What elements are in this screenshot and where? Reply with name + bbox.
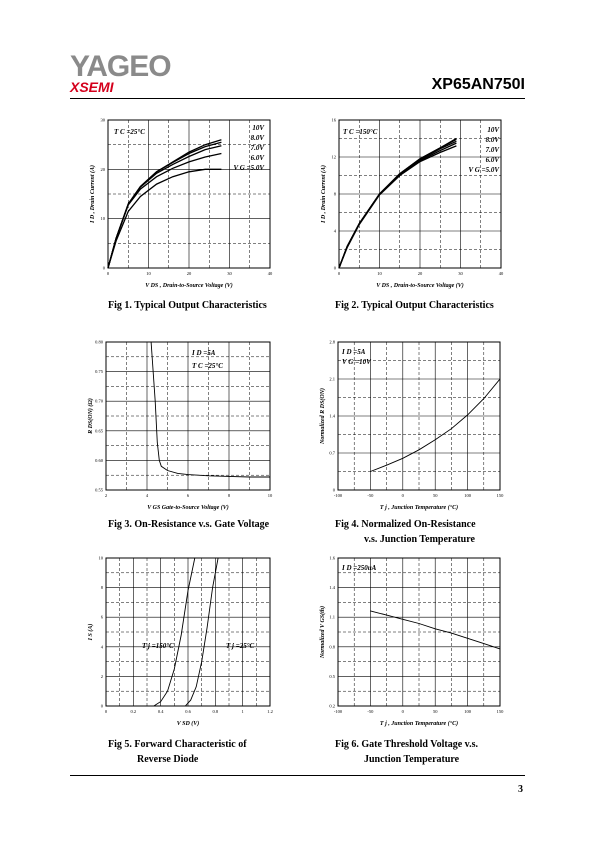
chart-annotation: T C =25°C bbox=[192, 362, 223, 370]
series-line-1 bbox=[108, 142, 221, 268]
x-tick-label: -100 bbox=[333, 493, 343, 498]
y-tick-label: 0.75 bbox=[95, 369, 103, 375]
x-tick-label: 0.4 bbox=[157, 709, 164, 714]
fig4-caption bbox=[335, 517, 476, 547]
x-tick-label: 100 bbox=[464, 709, 471, 714]
caption-line: Fig 3. On-Resistance v.s. Gate Voltage bbox=[108, 519, 270, 530]
series-line-2 bbox=[339, 141, 456, 268]
x-tick-label: -100 bbox=[333, 709, 343, 714]
x-axis-label: V GS Gate-to-Source Voltage (V) bbox=[147, 505, 229, 511]
x-tick-label: 20 bbox=[417, 271, 423, 276]
y-tick-label: 0.65 bbox=[95, 428, 103, 434]
x-tick-label: 40 bbox=[498, 271, 504, 276]
y-tick-label: 1.1 bbox=[329, 614, 335, 620]
y-axis-label: I D , Drain Current (A) bbox=[90, 164, 96, 224]
series-line-2 bbox=[108, 146, 221, 268]
chart-svg bbox=[80, 334, 288, 510]
y-tick-label: 0 bbox=[100, 703, 103, 709]
y-tick-label: 8 bbox=[333, 191, 336, 197]
fig2-caption bbox=[335, 298, 494, 313]
y-tick-label: 0.60 bbox=[95, 457, 103, 463]
y-tick-label: 0.7 bbox=[329, 450, 335, 456]
x-axis-label: V SD (V) bbox=[176, 721, 200, 727]
x-tick-label: 50 bbox=[432, 709, 438, 714]
page-number: 3 bbox=[518, 784, 523, 795]
chart-annotation: V G =5.0V bbox=[468, 166, 499, 174]
x-axis-label: T j , Junction Temperature (°C) bbox=[379, 721, 459, 727]
series-line-1 bbox=[339, 139, 456, 268]
x-tick-label: 8 bbox=[227, 493, 231, 498]
series-line-0 bbox=[339, 139, 456, 269]
y-tick-label: 4 bbox=[100, 644, 103, 650]
caption-line: Fig 6. Gate Threshold Voltage v.s. bbox=[335, 739, 478, 750]
x-tick-label: -50 bbox=[367, 493, 374, 498]
chart-annotation: 6.0V bbox=[250, 154, 264, 162]
fig1-chart bbox=[88, 112, 288, 292]
chart-annotation: I D =5A bbox=[192, 349, 216, 357]
chart-annotation: V G =10V bbox=[342, 358, 371, 366]
y-tick-label: 1.4 bbox=[329, 413, 335, 419]
fig3-caption bbox=[108, 517, 269, 532]
caption-line: Fig 2. Typical Output Characteristics bbox=[335, 300, 494, 311]
x-tick-label: 0.8 bbox=[212, 709, 219, 714]
y-tick-label: 2 bbox=[100, 673, 103, 679]
y-axis-label: Normalized V GS(th) bbox=[320, 605, 326, 659]
y-tick-label: 0 bbox=[332, 487, 335, 493]
y-tick-label: 0.8 bbox=[329, 644, 335, 650]
y-tick-label: 0.70 bbox=[95, 398, 103, 404]
x-tick-label: 0 bbox=[104, 709, 108, 714]
chart-annotation: I D =250uA bbox=[342, 564, 377, 572]
chart-annotation: 10V bbox=[252, 124, 264, 132]
fig5-caption bbox=[108, 737, 247, 767]
caption-line: v.s. Junction Temperature bbox=[364, 534, 475, 545]
fig6-chart bbox=[310, 552, 515, 732]
x-tick-label: -50 bbox=[367, 709, 374, 714]
x-tick-label: 150 bbox=[496, 709, 504, 714]
y-tick-label: 8 bbox=[100, 585, 103, 591]
chart-annotation: V G =5.0V bbox=[233, 164, 264, 172]
y-tick-label: 0.2 bbox=[329, 703, 335, 709]
chart-svg bbox=[88, 112, 288, 292]
x-axis-label: T j , Junction Temperature (°C) bbox=[379, 505, 459, 511]
caption-line: Fig 5. Forward Characteristic of bbox=[108, 739, 247, 750]
y-tick-label: 20 bbox=[100, 166, 105, 172]
chart-annotation: 8.0V bbox=[485, 136, 499, 144]
fig6-caption bbox=[335, 737, 478, 767]
chart-svg bbox=[310, 334, 515, 514]
series-line-0 bbox=[108, 140, 221, 268]
x-tick-label: 0 bbox=[337, 271, 341, 276]
fig4-chart bbox=[310, 334, 515, 514]
chart-annotation: T C =150°C bbox=[343, 128, 378, 136]
x-tick-label: 40 bbox=[267, 271, 273, 276]
y-tick-label: 0 bbox=[333, 265, 336, 271]
logo-wordmark: YAGEO bbox=[70, 50, 171, 83]
y-tick-label: 6 bbox=[100, 614, 103, 620]
x-tick-label: 0 bbox=[401, 493, 404, 498]
x-tick-label: 4 bbox=[145, 493, 149, 498]
y-tick-label: 2.1 bbox=[329, 376, 335, 382]
header-rule bbox=[70, 98, 525, 99]
x-tick-label: 10 bbox=[146, 271, 151, 276]
x-tick-label: 30 bbox=[227, 271, 232, 276]
footer-rule bbox=[70, 775, 525, 776]
y-tick-label: 1.6 bbox=[329, 555, 335, 561]
x-axis-label: V DS , Drain-to-Source Voltage (V) bbox=[145, 283, 233, 289]
y-tick-label: 0.80 bbox=[95, 339, 103, 345]
chart-annotation: 6.0V bbox=[485, 156, 499, 164]
x-tick-label: 0.2 bbox=[130, 709, 137, 714]
chart-annotation: T j =150°C bbox=[142, 642, 174, 650]
x-tick-label: 50 bbox=[432, 493, 438, 498]
y-tick-label: 2.8 bbox=[329, 339, 335, 345]
caption-line: Junction Temperature bbox=[364, 754, 460, 765]
x-tick-label: 6 bbox=[186, 493, 190, 498]
chart-annotation: 10V bbox=[487, 126, 499, 134]
fig1-caption bbox=[108, 298, 267, 313]
caption-line: Fig 1. Typical Output Characteristics bbox=[108, 300, 267, 311]
y-axis-label: I S (A) bbox=[88, 623, 94, 641]
chart-annotation: I D =5A bbox=[342, 348, 366, 356]
fig2-chart bbox=[315, 112, 515, 292]
chart-annotation: T j =25°C bbox=[226, 642, 255, 650]
x-tick-label: 2 bbox=[104, 493, 108, 498]
y-tick-label: 10 bbox=[98, 555, 103, 561]
y-axis-label: Normalized R DS(ON) bbox=[320, 387, 326, 445]
logo-subbrand: XSEMI bbox=[70, 79, 114, 95]
x-axis-label: V DS , Drain-to-Source Voltage (V) bbox=[376, 283, 464, 289]
chart-annotation: T C =25°C bbox=[114, 128, 145, 136]
caption-line: Fig 4. Normalized On-Resistance bbox=[335, 519, 476, 530]
x-tick-label: 1.2 bbox=[267, 709, 273, 714]
y-axis-label: I D , Drain Current (A) bbox=[321, 164, 327, 224]
y-tick-label: 16 bbox=[331, 117, 336, 123]
x-tick-label: 150 bbox=[496, 493, 504, 498]
x-tick-label: 10 bbox=[267, 493, 273, 498]
x-tick-label: 1 bbox=[241, 709, 244, 714]
chart-annotation: 8.0V bbox=[250, 134, 264, 142]
y-tick-label: 30 bbox=[100, 117, 105, 123]
series-line-3 bbox=[108, 154, 221, 269]
y-tick-label: 0.55 bbox=[95, 487, 103, 493]
x-tick-label: 20 bbox=[186, 271, 192, 276]
y-axis-label: R DS(ON) (Ω) bbox=[88, 398, 94, 434]
fig5-chart bbox=[80, 552, 288, 730]
chart-annotation: 7.0V bbox=[485, 146, 499, 154]
x-tick-label: 0 bbox=[401, 709, 404, 714]
x-tick-label: 0 bbox=[106, 271, 110, 276]
y-tick-label: 10 bbox=[100, 216, 105, 222]
x-tick-label: 30 bbox=[458, 271, 463, 276]
chart-svg bbox=[310, 552, 515, 732]
chart-svg bbox=[80, 552, 288, 730]
yageo-logo bbox=[70, 52, 171, 94]
y-tick-label: 0.5 bbox=[329, 673, 335, 679]
chart-annotation: 7.0V bbox=[250, 144, 264, 152]
caption-line: Reverse Diode bbox=[137, 754, 199, 765]
part-number: XP65AN750I bbox=[431, 76, 525, 93]
y-tick-label: 0 bbox=[102, 265, 105, 271]
fig3-chart bbox=[80, 334, 288, 510]
x-tick-label: 0.6 bbox=[185, 709, 191, 714]
y-tick-label: 1.4 bbox=[329, 585, 335, 591]
x-tick-label: 100 bbox=[464, 493, 471, 498]
y-tick-label: 4 bbox=[333, 228, 336, 234]
chart-svg bbox=[315, 112, 515, 292]
y-tick-label: 12 bbox=[331, 154, 336, 160]
x-tick-label: 10 bbox=[377, 271, 382, 276]
